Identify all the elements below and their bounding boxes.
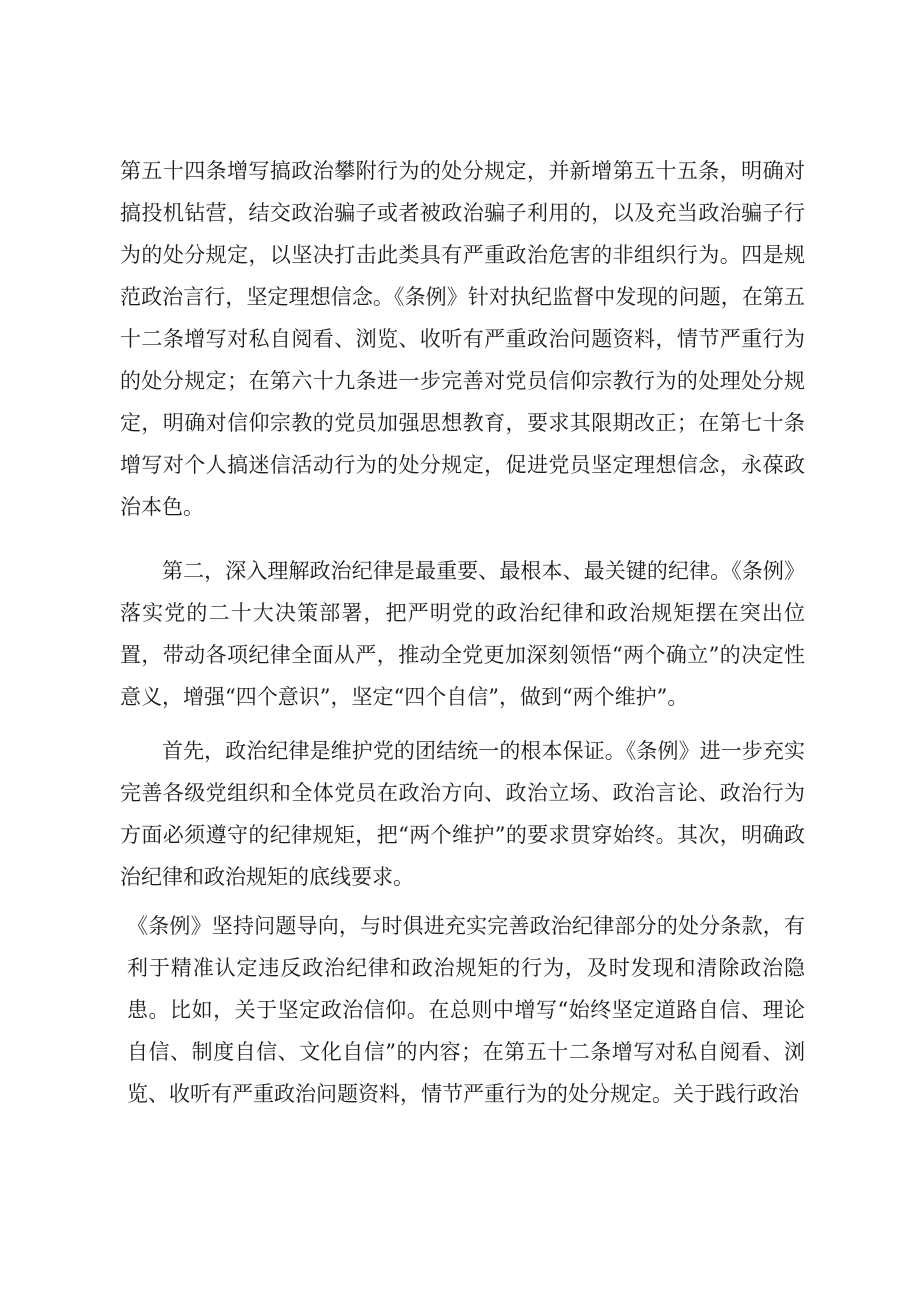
paragraph-block-1 — [120, 150, 805, 528]
paragraph: 第五十四条增写搞政治攀附行为的处分规定，并新增第五十五条，明确对搞投机钻营，结交政治骗子或者被政治骗子利用的，以及充当政治骗子行为的处分规定，以坚决打击此类具有严重政治危害的非组织行为。四是规范政治言行，坚定理想信念。《条例》针对执纪监督中发现的问题，在第五十二条增写对私自阅看、浏览、收听有严重政治问题资料，情节严重行为的处分规定；在第六十九条进一步完善对党员信仰宗教行为的处理处分规定，明确对信仰宗教的党员加强思想教育，要求其限期改正；在第七十条增写对个人搞迷信活动行为的处分规定，促进党员坚定理想信念，永葆政治本色。 — [120, 159, 805, 519]
paragraph-block-4 — [127, 905, 805, 1115]
paragraph: 首先，政治纪律是维护党的团结统一的根本保证。《条例》进一步充实完善各级党组织和全体党员在政治方向、政治立场、政治言论、政治行为方面必须遵守的纪律规矩，把“两个维护”的要求贯穿始终。其次，明确政治纪律和政治规矩的底线要求。 — [120, 739, 805, 889]
paragraph-block-3 — [120, 730, 805, 898]
paragraph: 第二，深入理解政治纪律是最重要、最根本、最关键的纪律。《条例》落实党的二十大决策部署，把严明党的政治纪律和政治规矩摆在突出位置，带动各项纪律全面从严，推动全党更加深刻领悟“两个确立”的决定性意义，增强“四个意识”，坚定“四个自信”，做到“两个维护”。 — [120, 559, 805, 709]
paragraph: 《条例》坚持问题导向，与时俱进充实完善政治纪律部分的处分条款，有利于精准认定违反政治纪律和政治规矩的行为，及时发现和清除政治隐患。比如，关于坚定政治信仰。在总则中增写“始终坚定道路自信、理论自信、制度自信、文化自信”的内容；在第五十二条增写对私自阅看、浏览、收听有严重政治问题资料，情节严重行为的处分规定。关于践行政治 — [127, 914, 805, 1106]
paragraph-block-2 — [120, 550, 805, 718]
